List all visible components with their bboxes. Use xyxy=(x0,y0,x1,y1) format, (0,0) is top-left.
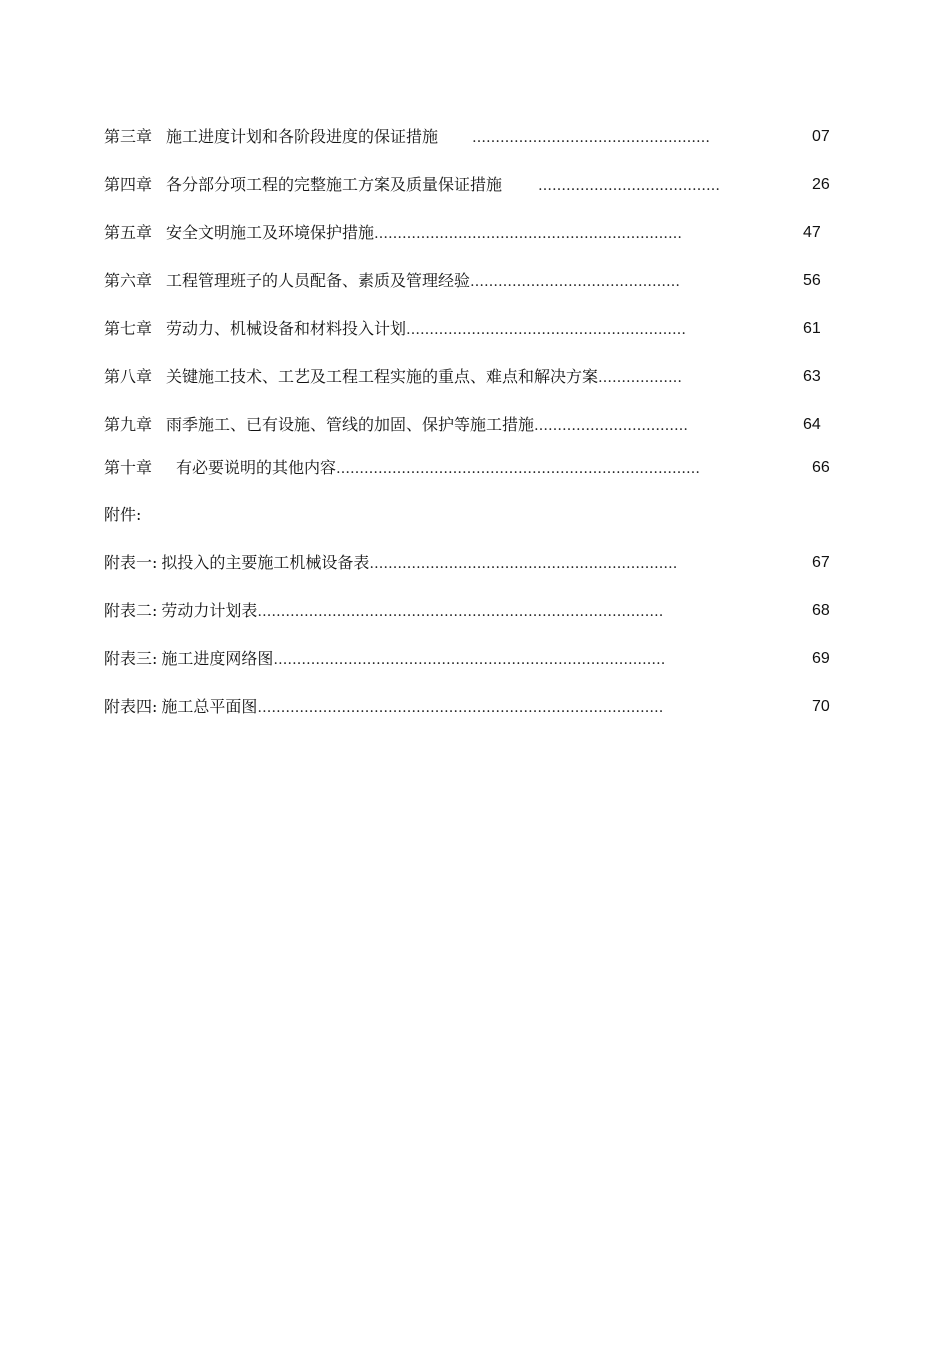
page-number: 07 xyxy=(812,128,830,145)
page-number: 64 xyxy=(803,416,821,433)
chapter-title: 劳动力、机械设备和材料投入计划 xyxy=(166,319,407,338)
chapter-label: 第四章 xyxy=(104,175,153,194)
appendix-label: 附表二: xyxy=(104,601,158,620)
leader-dots: …………………………………………………………………… xyxy=(336,461,701,477)
leader-dots: …………………………………………… xyxy=(472,130,711,146)
leader-dots: ……………………………………… xyxy=(470,274,681,290)
appendix-label: 附表三: xyxy=(104,649,158,668)
leader-dots: ………………………………………………………… xyxy=(369,556,678,572)
leader-dots: …………………………… xyxy=(534,418,689,434)
leader-dots: …………………………………………………………………………… xyxy=(257,604,664,620)
chapter-label: 第三章 xyxy=(104,127,153,146)
chapter-title: 雨季施工、已有设施、管线的加固、保护等施工措施 xyxy=(166,415,535,434)
page-number: 70 xyxy=(812,698,830,715)
page-number: 61 xyxy=(803,320,821,337)
appendix-title: 劳动力计划表 xyxy=(161,601,258,620)
appendix-label: 附表四: xyxy=(104,697,158,716)
appendix-heading: 附件: xyxy=(104,505,142,524)
leader-dots: ………………………………… xyxy=(538,178,721,194)
page-number: 26 xyxy=(812,176,830,193)
page-number: 69 xyxy=(812,650,830,667)
toc-entry-chapter-9[interactable] xyxy=(104,413,688,437)
appendix-label: 附表一: xyxy=(104,553,158,572)
page-number: 56 xyxy=(803,272,821,289)
chapter-label: 第八章 xyxy=(104,367,153,386)
toc-entry-appendix-1[interactable] xyxy=(104,551,677,575)
page-number: 66 xyxy=(812,459,830,476)
chapter-label: 第七章 xyxy=(104,319,153,338)
chapter-title: 各分部分项工程的完整施工方案及质量保证措施 xyxy=(166,175,503,194)
toc-entry-appendix-3[interactable] xyxy=(104,647,665,671)
toc-entry-chapter-5[interactable] xyxy=(104,221,682,245)
toc-entry-chapter-8[interactable] xyxy=(104,365,682,389)
toc-entry-appendix-2[interactable] xyxy=(104,599,663,623)
chapter-label: 第九章 xyxy=(104,415,153,434)
chapter-title: 关键施工技术、工艺及工程工程实施的重点、难点和解决方案 xyxy=(166,367,599,386)
appendix-title: 施工总平面图 xyxy=(161,697,258,716)
toc-entry-chapter-4[interactable] xyxy=(104,173,720,197)
leader-dots: ………………………………………………………………………… xyxy=(273,652,666,668)
page-number: 47 xyxy=(803,224,821,241)
toc-entry-chapter-3[interactable] xyxy=(104,125,710,149)
leader-dots: ………………………………………………………… xyxy=(374,226,683,242)
toc-entry-chapter-6[interactable] xyxy=(104,269,680,293)
chapter-label: 第十章 xyxy=(104,458,153,477)
page-number: 68 xyxy=(812,602,830,619)
page-number: 63 xyxy=(803,368,821,385)
chapter-title: 有必要说明的其他内容 xyxy=(176,458,337,477)
chapter-label: 第五章 xyxy=(104,223,153,242)
leader-dots: …………………………………………………………………………… xyxy=(257,700,664,716)
chapter-title: 施工进度计划和各阶段进度的保证措施 xyxy=(166,127,439,146)
leader-dots: ……………… xyxy=(598,370,683,386)
toc-entry-chapter-7[interactable] xyxy=(104,317,686,341)
toc-entry-chapter-10[interactable] xyxy=(104,456,700,480)
appendix-title: 施工进度网络图 xyxy=(161,649,274,668)
leader-dots: …………………………………………………… xyxy=(406,322,687,338)
chapter-title: 工程管理班子的人员配备、素质及管理经验 xyxy=(166,271,471,290)
appendix-title: 拟投入的主要施工机械设备表 xyxy=(161,553,370,572)
chapter-title: 安全文明施工及环境保护措施 xyxy=(166,223,375,242)
page-number: 67 xyxy=(812,554,830,571)
chapter-label: 第六章 xyxy=(104,271,153,290)
toc-entry-appendix-4[interactable] xyxy=(104,695,663,719)
